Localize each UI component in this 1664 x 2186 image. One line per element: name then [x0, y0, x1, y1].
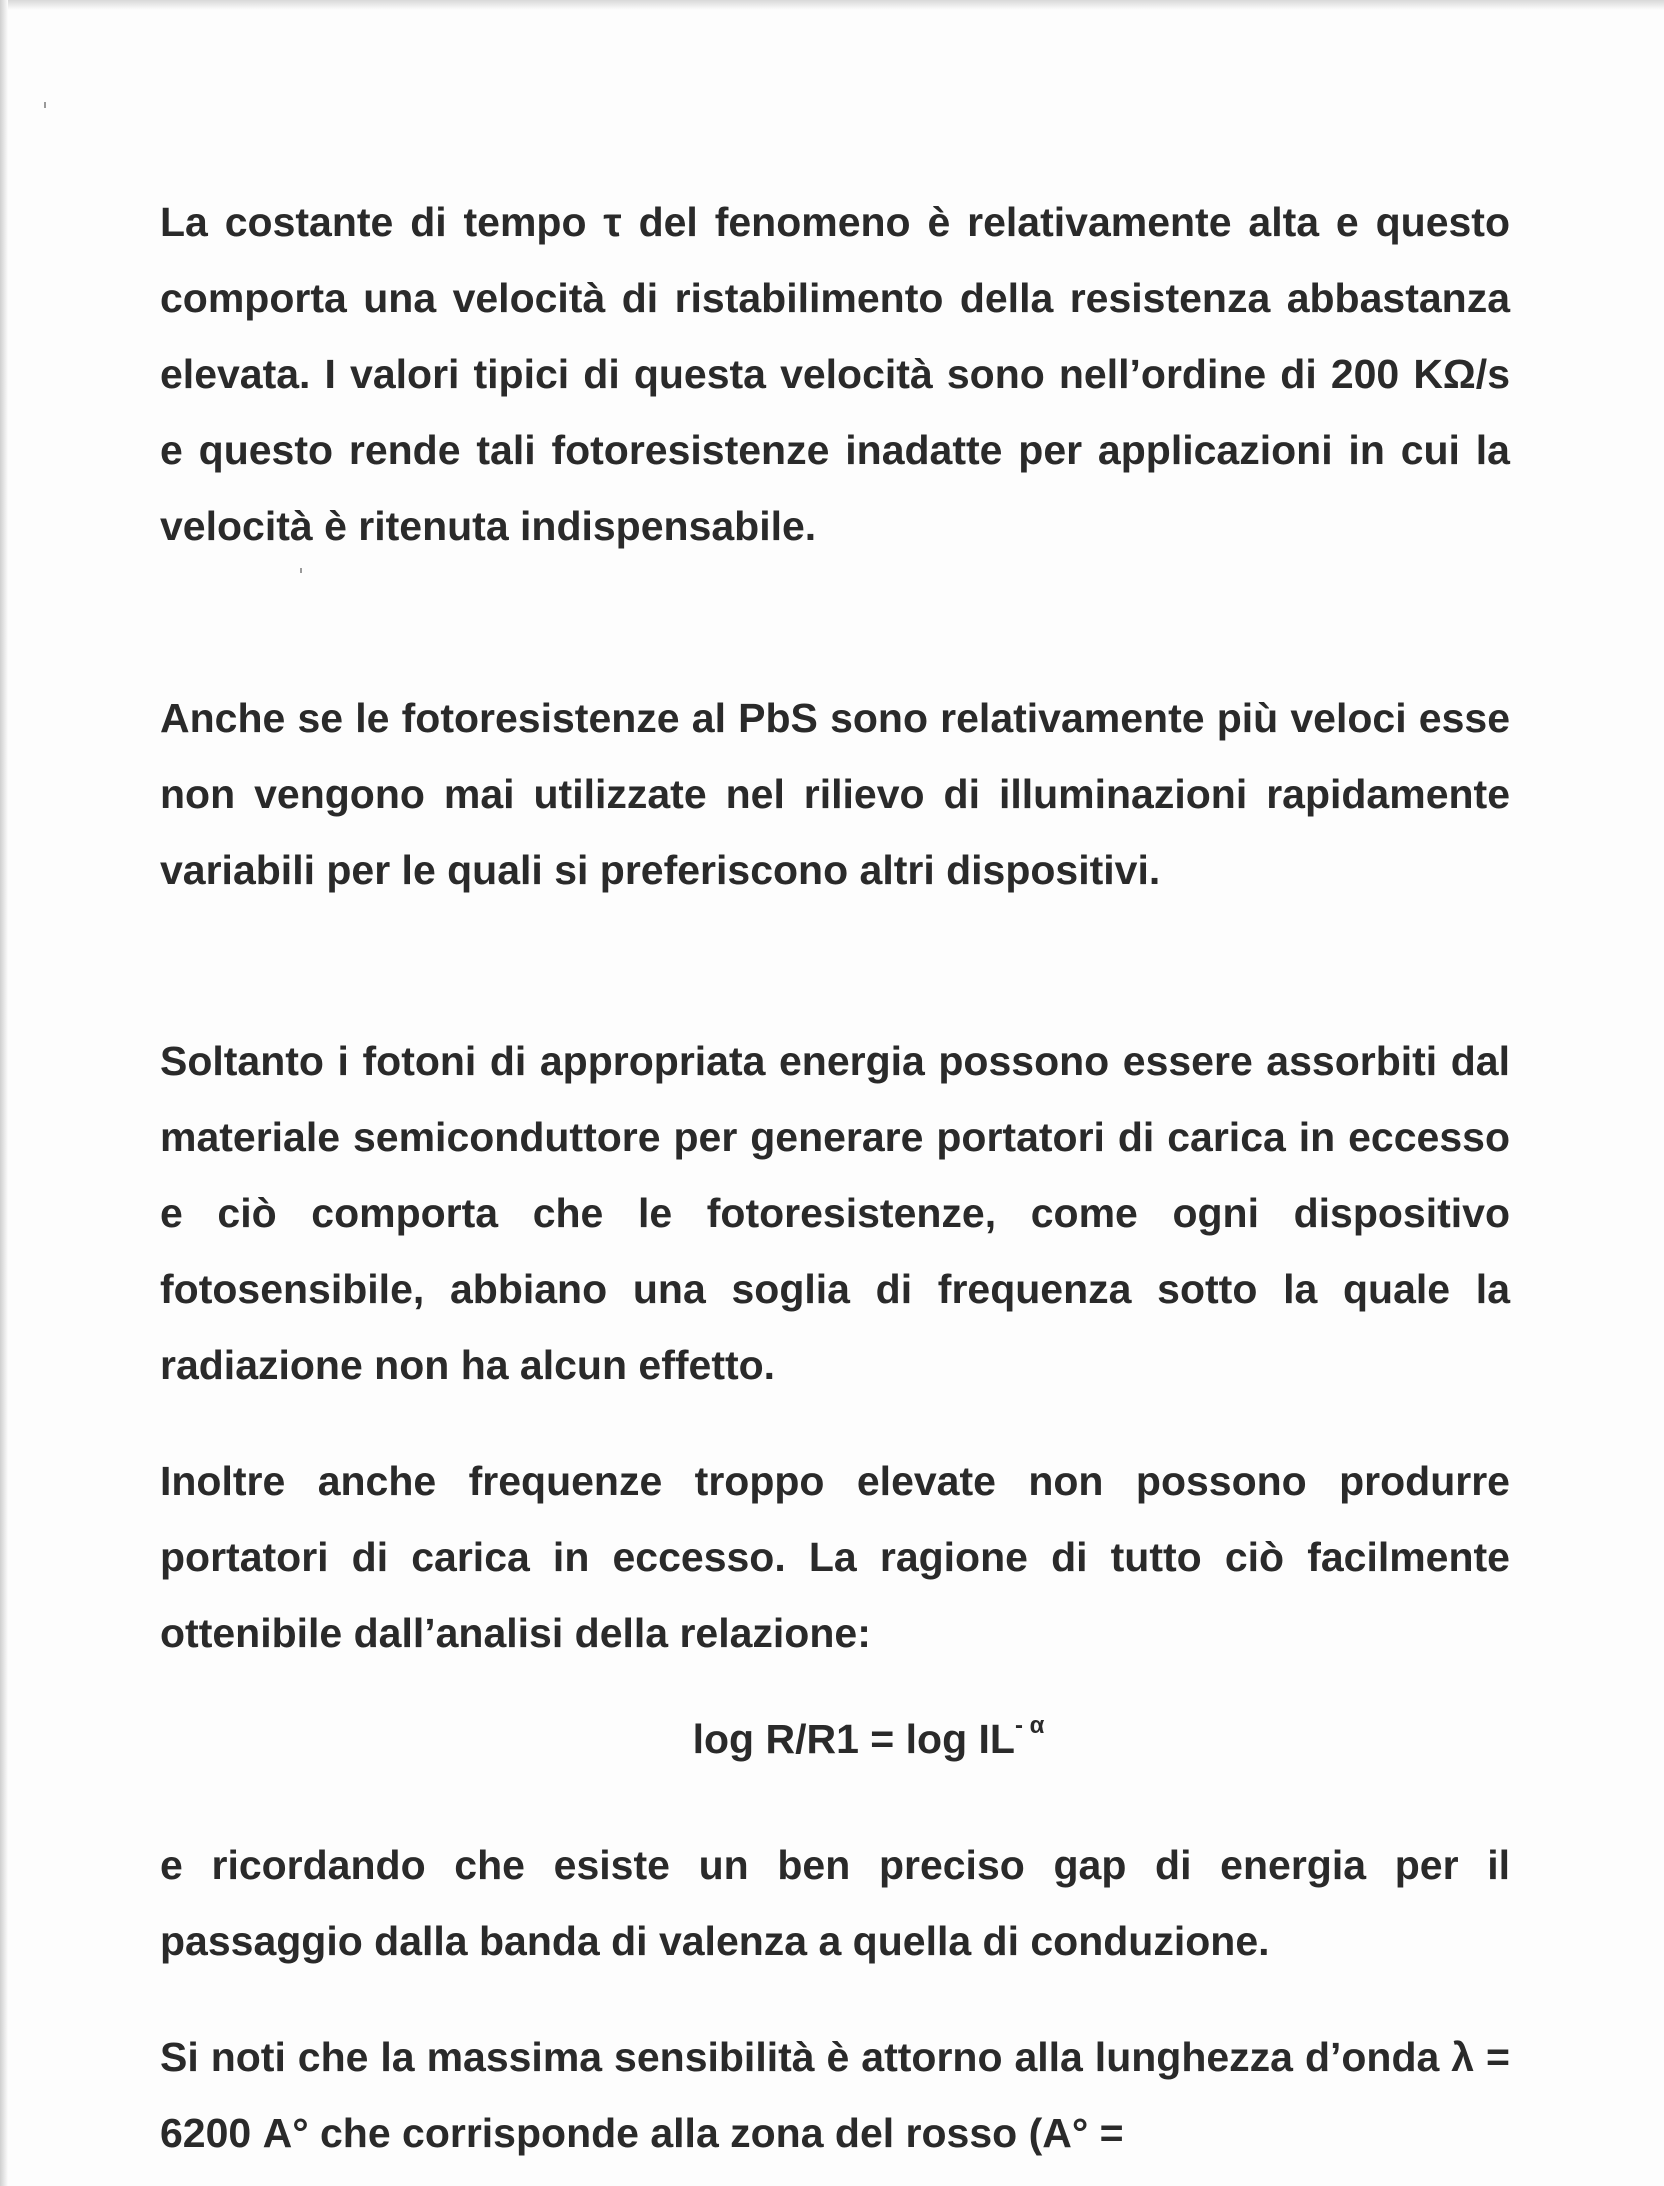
- paragraph-pbs-photoresistors: Anche se le fotoresistenze al PbS sono relativamente più veloci esse non vengono mai utilizzate nel rilievo di illuminazioni rapidamente variabili per le quali si preferiscono altri dispositivi.: [160, 695, 1510, 893]
- paragraph-high-frequencies: Inoltre anche frequenze troppo elevate non possono produrre portatori di carica in eccesso. La ragione di tutto ciò facilmente ottenibile dall’analisi della relazione:: [160, 1458, 1510, 1656]
- formula-base: log R/R1 = log IL: [692, 1716, 1015, 1762]
- paragraph-max-sensitivity: Si noti che la massima sensibilità è attorno alla lunghezza d’onda λ = 6200 A° che corrisponde alla zona del rosso (A° =: [160, 2034, 1510, 2156]
- formula-log-relation: [160, 1712, 1577, 1763]
- paragraph-time-constant: La costante di tempo τ del fenomeno è relativamente alta e questo comporta una velocità di ristabilimento della resistenza abbastanza elevata. I valori tipici di questa velocità sono nell’ordine di 200 KΩ/s e questo rende tali fotoresistenze inadatte per applicazioni in cui la velocità è ritenuta indispensabile.: [160, 199, 1510, 549]
- formula-exponent: - α: [1014, 1712, 1045, 1739]
- scan-speck: [300, 568, 302, 573]
- paragraph-energy-gap: e ricordando che esiste un ben preciso gap di energia per il passaggio dalla banda di valenza a quella di conduzione.: [160, 1842, 1510, 1964]
- paragraph-photon-energy: Soltanto i fotoni di appropriata energia possono essere assorbiti dal materiale semiconduttore per generare portatori di carica in eccesso e ciò comporta che le fotoresistenze, come ogni dispositivo fotosensibile, abbiano una soglia di frequenza sotto la quale la radiazione non ha alcun effetto.: [160, 1038, 1510, 1388]
- scan-speck: [44, 102, 46, 108]
- scan-top-edge: [0, 0, 1664, 10]
- scan-left-edge: [0, 0, 8, 2186]
